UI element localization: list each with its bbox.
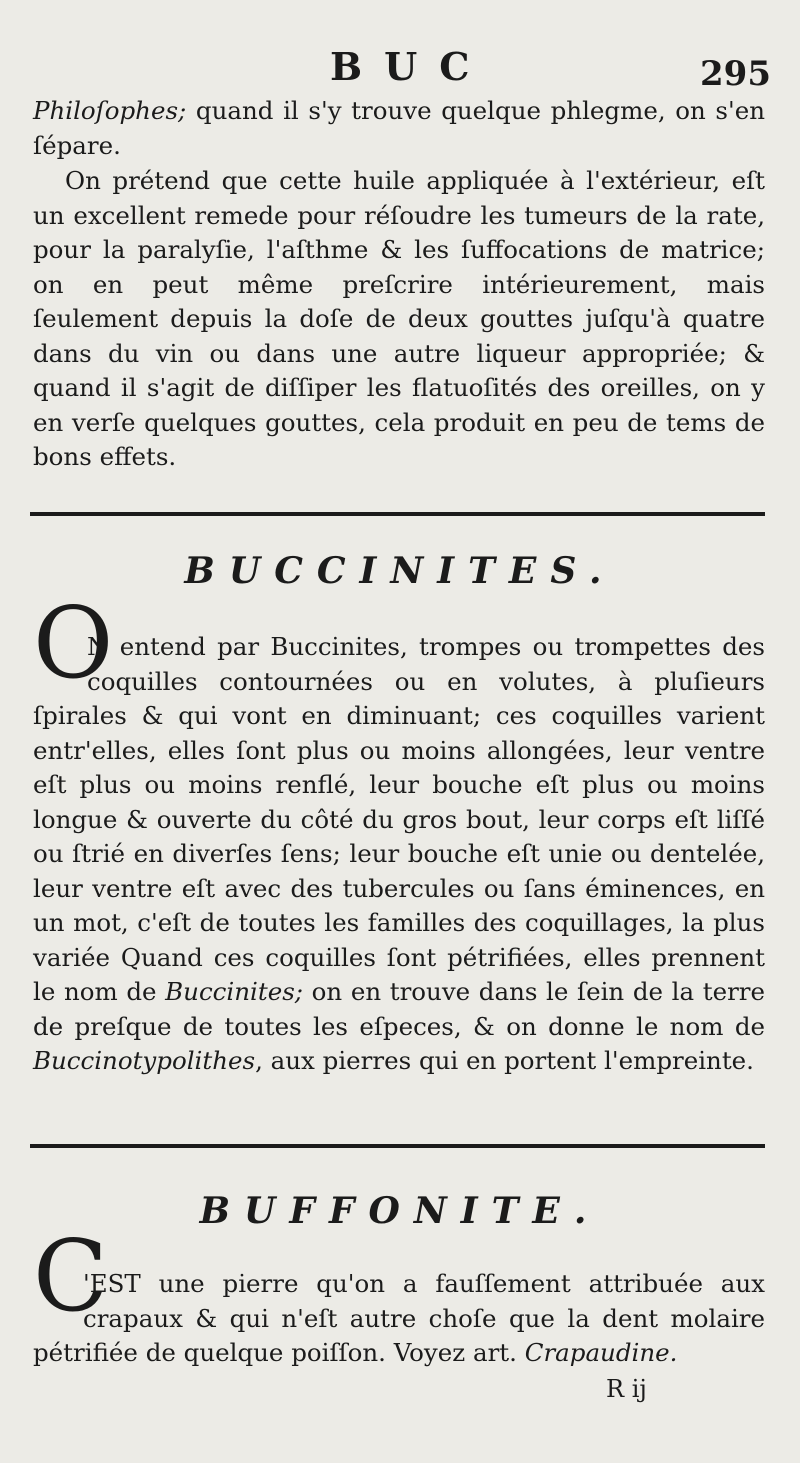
top-paragraph-italic: Philoſophes; [33,96,187,125]
running-head: BUC [330,44,492,89]
buffonite-text-a: 'EST une pierre qu'on a fauſſement attribuée aux crapaux & qui n'eſt autre choſe que la dent molaire pétrifiée de quelque poiſſon. Voyez art. [33,1269,765,1367]
drop-cap-o: O [33,587,114,701]
buccinites-text-b: on en trouve dans le ſein de la terre de preſque de toutes les eſpeces, & on donne le nom de [33,977,765,1041]
signature-mark: R ij [606,1375,647,1403]
buccinites-paragraph [33,630,765,1079]
top-paragraph [33,94,765,163]
buccinites-text-c: , aux pierres qui en portent l'empreinte. [255,1046,754,1075]
buffonite-paragraph [33,1267,765,1371]
buccinites-italic-1: Buccinites; [165,977,304,1006]
section-heading-buffonite: BUFFONITE. [199,1190,601,1232]
page-number: 295 [700,54,771,94]
section-divider [30,512,765,516]
buccinites-text-a: N entend par Buccinites, trompes ou trompettes des coquilles contournées ou en volutes, à pluſieurs ſpirales & qui vont en diminuant; ces coquilles varient entr'elles, elles ſont plus ou moins allongées, leur ventre eſt plus ou moins renflé, leur bouche eſt plus ou moins longue & ouverte du côté du gros bout, leur corps eſt liſſé ou ſtrié en diverſes ſens; leur bouche eſt unie ou dentelée, leur ventre eſt avec des tubercules ou ſans éminences, en un mot, c'eſt de toutes les familles des coquillages, la plus variée Quand ces coquilles ſont pétrifiées, elles prennent le nom de [33,632,765,1006]
top-paragraph-text: quand il s'y trouve quelque phlegme, on s'en ſépare. [33,96,765,160]
second-paragraph: On prétend que cette huile appliquée à l'extérieur, eſt un excellent remede pour réſoudre les tumeurs de la rate, pour la paralyſie, l'aſthme & les ſuffocations de matrice; on en peut même preſcrire intérieurement, mais ſeulement depuis la doſe de deux gouttes juſqu'à quatre dans du vin ou dans une autre liqueur appropriée; & quand il s'agit de diſſiper les flatuoſités des oreilles, on y en verſe quelques gouttes, cela produit en peu de tems de bons effets. [33,166,765,471]
buccinites-italic-2: Buccinotypolithes [33,1046,256,1075]
buffonite-italic-1: Crapaudine. [524,1338,678,1367]
section-divider [30,1144,765,1148]
drop-cap-c: C [33,1220,108,1334]
section-heading-buccinites: BUCCINITES. [184,550,616,592]
